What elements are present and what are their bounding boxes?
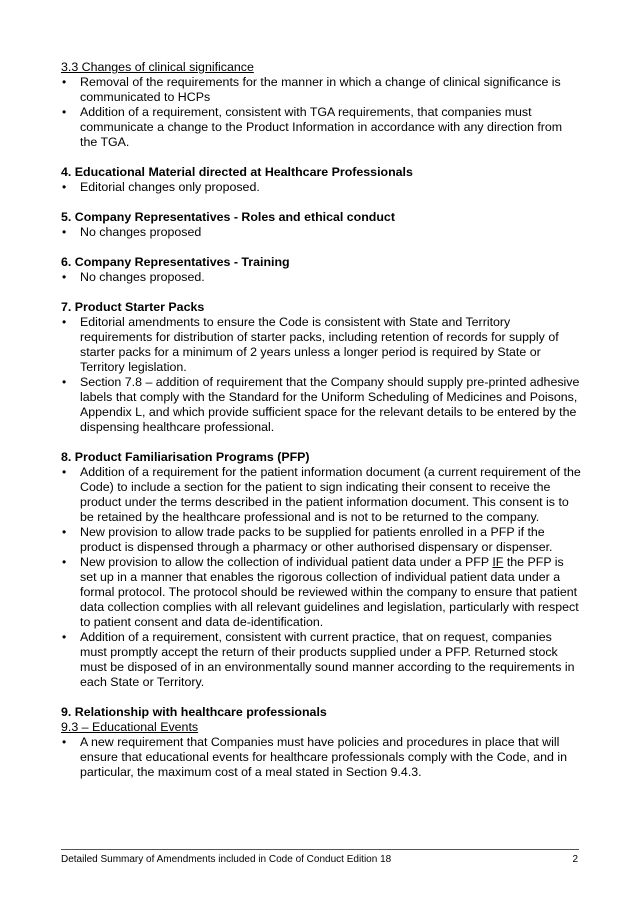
section-8-heading: 8. Product Familiarisation Programs (PFP) — [61, 450, 310, 464]
section-9-heading: 9. Relationship with healthcare professionals — [61, 705, 327, 719]
list-item: • Addition of a requirement for the patient information document (a current requirement of the Code) to include a section for the patient to sign indicating their consent to receive the product under the terms described in the patient information document. This consent is to be retained by the healthcare professional and is not to be returned to the company. — [62, 465, 581, 524]
section-9-3-title: 9.3 – Educational Events — [61, 720, 199, 734]
list-item: • New provision to allow trade packs to be supplied for patients enrolled in a PFP if the product is dispensed through a pharmacy or other authorised dispensary or dispenser. — [62, 525, 553, 554]
section-7-list — [61, 315, 581, 435]
footer-divider — [61, 849, 579, 850]
section-7 — [61, 300, 581, 435]
section-6 — [61, 255, 581, 285]
bullet-icon: • — [62, 75, 67, 89]
section-9-list — [61, 735, 581, 780]
bullet-icon: • — [62, 225, 67, 239]
if-emphasis: IF — [492, 555, 504, 569]
section-8 — [61, 450, 581, 690]
section-6-heading: 6. Company Representatives - Training — [61, 255, 290, 269]
section-9 — [61, 705, 581, 780]
section-3-3-title: 3.3 Changes of clinical significance — [61, 60, 254, 74]
section-4 — [61, 165, 581, 195]
section-3-3 — [61, 60, 581, 150]
section-3-3-list — [61, 75, 581, 150]
list-item: • A new requirement that Companies must have policies and procedures in place that will ensure that educational events for healthcare professionals comply with the Code, and in particular, the maximum cost of a meal stated in Section 9.4.3. — [62, 735, 567, 779]
section-5-list — [61, 225, 581, 240]
list-item: • New provision to allow the collection of individual patient data under a PFP IF the PFP is set up in a manner that enables the rigorous collection of individual patient data under a formal protocol. The protocol should be reviewed within the company to ensure that patient data collection complies with all relevant guidelines and legislation, particularly with respect to patient consent and data de-identification. — [62, 555, 579, 629]
section-4-list — [61, 180, 581, 195]
page-number: 2 — [572, 854, 578, 865]
list-item: • No changes proposed. — [62, 270, 205, 284]
bullet-icon: • — [62, 315, 67, 329]
section-6-list — [61, 270, 581, 285]
bullet-icon: • — [62, 270, 67, 284]
footer-text: Detailed Summary of Amendments included in Code of Conduct Edition 18 — [61, 854, 392, 865]
list-item: • Section 7.8 – addition of requirement that the Company should supply pre-printed adhesive labels that comply with the Standard for the Uniform Scheduling of Medicines and Poisons, Appendix L, and which provide sufficient space for the relevant details to be entered by the dispensing healthcare professional. — [62, 375, 580, 434]
section-4-heading: 4. Educational Material directed at Healthcare Professionals — [61, 165, 413, 179]
list-item: • No changes proposed — [62, 225, 202, 239]
bullet-icon: • — [62, 630, 67, 644]
bullet-icon: • — [62, 555, 67, 569]
list-item: • Editorial changes only proposed. — [62, 180, 260, 194]
section-8-list — [61, 465, 581, 690]
bullet-icon: • — [62, 735, 67, 749]
bullet-icon: • — [62, 465, 67, 479]
bullet-icon: • — [62, 525, 67, 539]
bullet-icon: • — [62, 105, 67, 119]
list-item: • Editorial amendments to ensure the Code is consistent with State and Territory requirements for distribution of starter packs, including retention of records for supply of starter packs for a minimum of 2 years unless a longer period is required by State or Territory legislation. — [62, 315, 559, 374]
list-item: • Addition of a requirement, consistent with TGA requirements, that companies must communicate a change to the Product Information in accordance with any direction from the TGA. — [62, 105, 563, 149]
section-5 — [61, 210, 581, 240]
section-5-heading: 5. Company Representatives - Roles and ethical conduct — [61, 210, 395, 224]
list-item: • Removal of the requirements for the manner in which a change of clinical significance is communicated to HCPs — [62, 75, 561, 104]
section-7-heading: 7. Product Starter Packs — [61, 300, 205, 314]
bullet-icon: • — [62, 375, 67, 389]
bullet-icon: • — [62, 180, 67, 194]
list-item: • Addition of a requirement, consistent with current practice, that on request, companies must promptly accept the return of their products supplied under a PFP. Returned stock must be disposed of in an environmentally sound manner according to the requirements in each State or Territory. — [62, 630, 575, 689]
document-body — [61, 60, 581, 795]
